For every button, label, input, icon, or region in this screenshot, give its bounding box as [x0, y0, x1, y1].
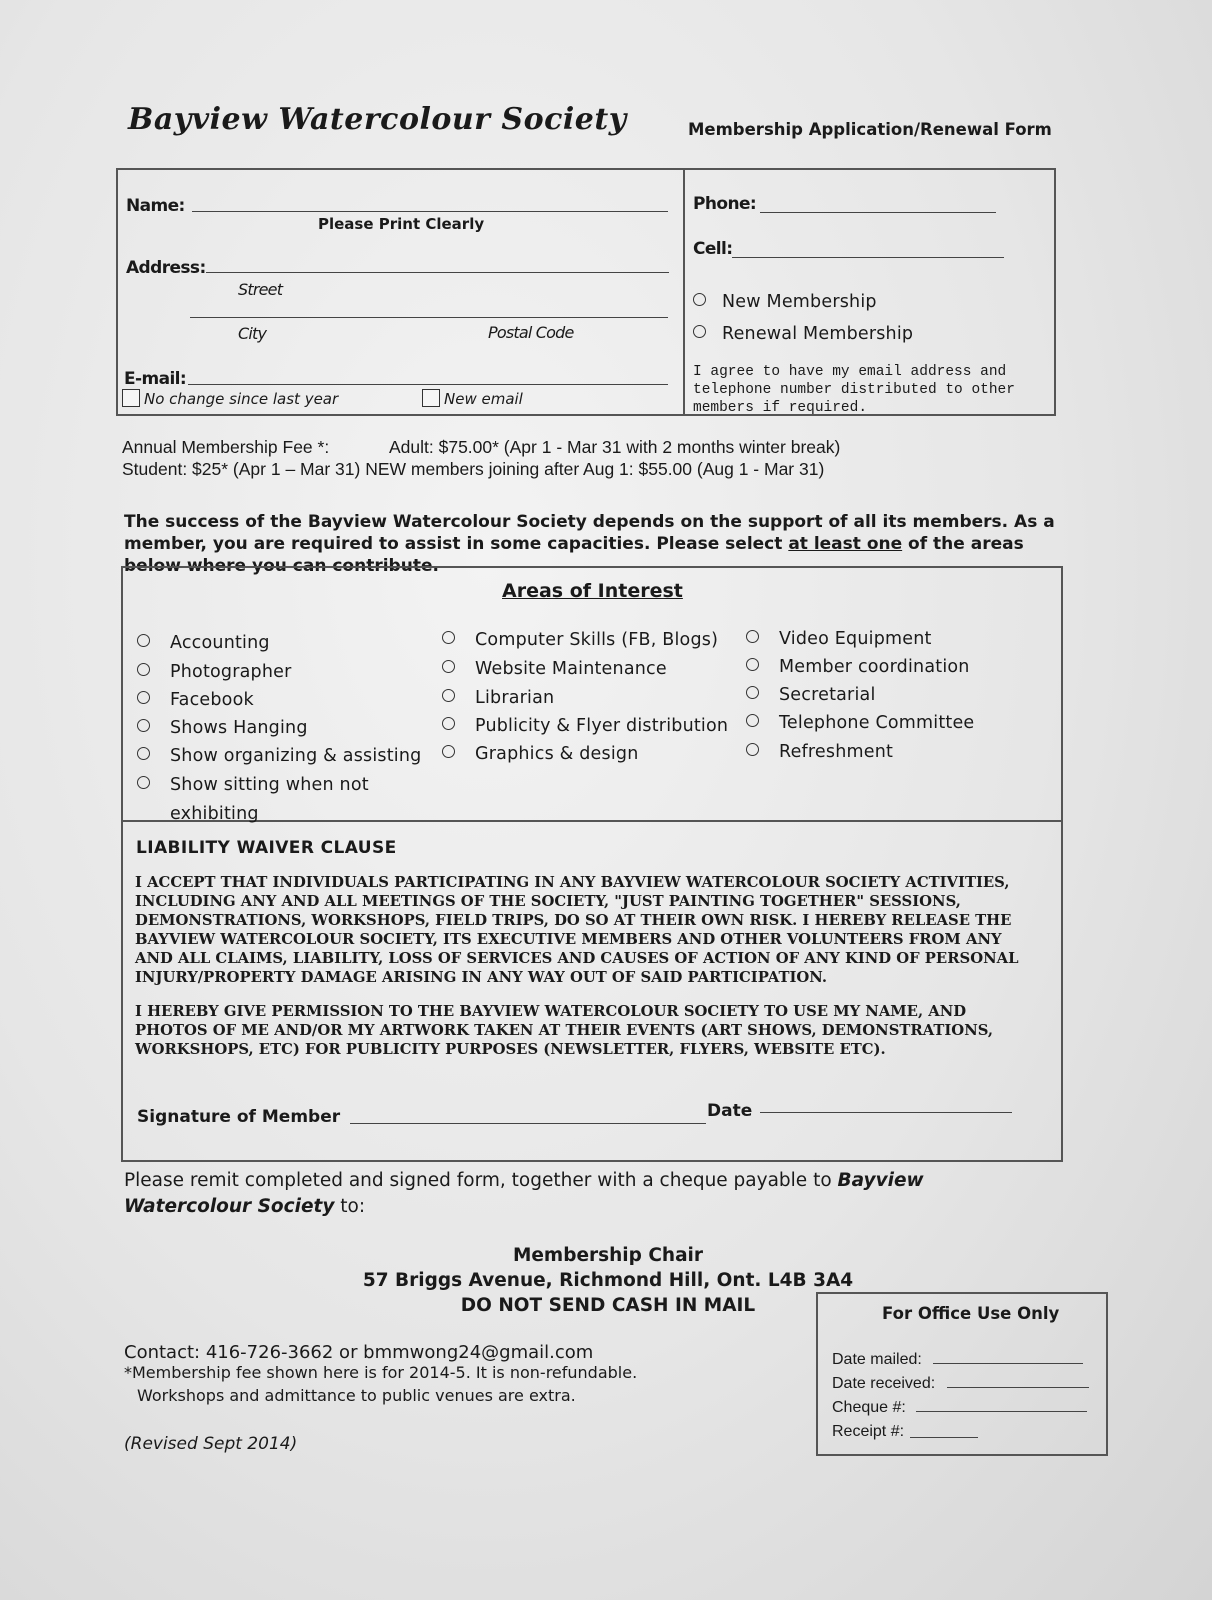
office-date-mailed: Date mailed:: [832, 1351, 922, 1368]
intro-part-1: The success of the Bayview Watercolour Society depends on the support of all its members. As a member, you are required to assist in some capacities. Please select: [124, 512, 1055, 554]
name-label: Name:: [126, 196, 185, 216]
city-label: City: [238, 324, 267, 343]
interest-facebook[interactable]: [137, 690, 254, 710]
interest-label: Show sitting when not: [170, 775, 369, 795]
interest-computer-skills[interactable]: [442, 630, 718, 650]
interest-label: Refreshment: [779, 742, 894, 762]
interest-label: Photographer: [170, 662, 292, 682]
signature-field[interactable]: [350, 1123, 706, 1124]
waiver-paragraph-1: I ACCEPT THAT INDIVIDUALS PARTICIPATING IN ANY BAYVIEW WATERCOLOUR SOCIETY ACTIVITIES, INCLUDING ANY AND ALL MEETINGS OF THE SOCIETY, "JUST PAINTING TOGETHER" SESSIONS, DEMONSTRATIONS, WORKSHOPS, FIELD TRIPS, DO SO AT THEIR OWN RISK. I HEREBY RELEASE THE BAYVIEW WATERCOLOUR SOCIETY, ITS EXECUTIVE MEMBERS AND OTHER VOLUNTEERS FROM ANY AND ALL CLAIMS, LIABILITY, LOSS OF SERVICES AND CAUSES OF ACTION OF ANY KIND OF PERSONAL INJURY/PROPERTY DAMAGE ARISING IN ANY WAY OUT OF SAID PARTICIPATION.: [135, 874, 1019, 986]
interest-radio[interactable]: [442, 689, 455, 702]
form-title: Membership Application/Renewal Form: [688, 120, 1052, 139]
interest-radio[interactable]: [746, 658, 759, 671]
no-change-label: No change since last year: [144, 390, 339, 408]
interest-label: Publicity & Flyer distribution: [475, 716, 729, 736]
interest-radio[interactable]: [746, 686, 759, 699]
interest-label: Shows Hanging: [170, 718, 308, 738]
fee-label: Annual Membership Fee *:: [122, 437, 330, 457]
new-email-checkbox[interactable]: [422, 389, 440, 407]
interest-member-coordination[interactable]: [746, 657, 970, 677]
remit-instructions: [124, 1168, 1004, 1220]
interest-label: Accounting: [170, 633, 270, 653]
areas-waiver-box: [121, 566, 1063, 1162]
interest-radio[interactable]: [746, 714, 759, 727]
fee-note-2: Workshops and admittance to public venues are extra.: [137, 1386, 576, 1405]
interest-label: Show organizing & assisting: [170, 746, 422, 766]
new-membership-option[interactable]: [693, 292, 877, 312]
student-fee: Student: $25* (Apr 1 – Mar 31) NEW members joining after Aug 1: $55.00 (Aug 1 - Mar 31): [122, 459, 825, 479]
waiver-heading: LIABILITY WAIVER CLAUSE: [136, 838, 397, 858]
agree-line-3: members if required.: [693, 400, 868, 416]
signature-label: Signature of Member: [137, 1107, 341, 1127]
address-label: Address:: [126, 258, 206, 278]
interest-radio[interactable]: [442, 660, 455, 673]
interest-label: Member coordination: [779, 657, 970, 677]
interest-radio[interactable]: [746, 743, 759, 756]
interest-label: Secretarial: [779, 685, 876, 705]
no-change-checkbox[interactable]: [122, 389, 140, 407]
email-field[interactable]: [188, 384, 668, 385]
renewal-membership-label: Renewal Membership: [722, 324, 914, 344]
interest-radio[interactable]: [137, 719, 150, 732]
interest-radio[interactable]: [137, 747, 150, 760]
waiver-paragraph-2: I HEREBY GIVE PERMISSION TO THE BAYVIEW WATERCOLOUR SOCIETY TO USE MY NAME, AND PHOTOS OF ME AND/OR MY ARTWORK TAKEN AT THEIR EVENTS (ART SHOWS, DEMONSTRATIONS, WORKSHOPS, ETC) FOR PUBLICITY PURPOSES (NEWSLETTER, FLYERS, WEBSITE ETC).: [135, 1003, 994, 1058]
office-receipt-field[interactable]: [910, 1437, 978, 1438]
interest-label: Facebook: [170, 690, 254, 710]
renewal-membership-option[interactable]: [693, 324, 913, 344]
interest-radio[interactable]: [746, 630, 759, 643]
office-cheque: Cheque #:: [832, 1399, 906, 1416]
interest-radio[interactable]: [442, 631, 455, 644]
street-label: Street: [238, 280, 283, 299]
interest-publicity[interactable]: [442, 716, 728, 736]
office-cheque-field[interactable]: [916, 1411, 1087, 1412]
interest-show-sitting[interactable]: [137, 775, 369, 795]
interest-radio[interactable]: [137, 776, 150, 789]
interest-radio[interactable]: [137, 691, 150, 704]
remit-to: to:: [334, 1196, 366, 1217]
cell-field[interactable]: [732, 257, 1004, 258]
office-date-received: Date received:: [832, 1375, 936, 1392]
phone-field[interactable]: [760, 212, 996, 213]
phone-label: Phone:: [693, 194, 757, 214]
office-date-mailed-field[interactable]: [933, 1363, 1083, 1364]
revised-date: (Revised Sept 2014): [124, 1434, 298, 1454]
street-field[interactable]: [206, 272, 669, 273]
interest-show-organizing[interactable]: [137, 746, 421, 766]
cell-label: Cell:: [693, 239, 733, 259]
interest-website[interactable]: [442, 659, 667, 679]
no-cash-warning: DO NOT SEND CASH IN MAIL: [460, 1295, 756, 1316]
email-label: E-mail:: [124, 369, 187, 389]
interest-graphics[interactable]: [442, 744, 639, 764]
interest-radio[interactable]: [442, 745, 455, 758]
interest-radio[interactable]: [137, 634, 150, 647]
interest-radio[interactable]: [137, 663, 150, 676]
date-field[interactable]: [760, 1112, 1012, 1113]
agree-line-2: telephone number distributed to other: [693, 382, 1015, 398]
remit-text: Please remit completed and signed form, together with a cheque payable to: [124, 1170, 838, 1191]
interest-video[interactable]: [746, 629, 932, 649]
office-date-received-field[interactable]: [947, 1387, 1089, 1388]
new-membership-label: New Membership: [722, 292, 877, 312]
interest-telephone[interactable]: [746, 713, 974, 733]
new-email-option[interactable]: [422, 389, 523, 408]
interest-show-sitting-wrap: exhibiting: [170, 804, 259, 824]
interest-photographer[interactable]: [137, 662, 292, 682]
interest-radio[interactable]: [442, 717, 455, 730]
intro-part-2: of the areas below where you can contribute.: [124, 534, 1024, 576]
areas-title: Areas of Interest: [502, 580, 683, 602]
interest-label: Telephone Committee: [779, 713, 975, 733]
adult-fee: Adult: $75.00* (Apr 1 - Mar 31 with 2 months winter break): [389, 437, 841, 457]
office-use-title: For Office Use Only: [882, 1304, 1060, 1323]
date-label: Date: [707, 1101, 753, 1121]
interest-label: Computer Skills (FB, Blogs): [475, 630, 719, 650]
postal-code-label: Postal Code: [488, 323, 574, 342]
office-receipt: Receipt #:: [832, 1423, 905, 1440]
interest-accounting[interactable]: [137, 633, 270, 653]
areas-waiver-divider: [123, 820, 1062, 822]
agree-line-1: I agree to have my email address and: [693, 364, 1007, 380]
new-membership-radio[interactable]: [693, 293, 706, 306]
mailing-address: 57 Briggs Avenue, Richmond Hill, Ont. L4B 3A4: [362, 1270, 854, 1291]
intro-underlined: at least one: [788, 534, 903, 554]
mailing-address-block: [350, 1243, 866, 1318]
interest-refreshment[interactable]: [746, 742, 893, 762]
contact-info: Contact: 416-726-3662 or bmmwong24@gmail.com: [124, 1342, 594, 1363]
name-field[interactable]: [192, 211, 668, 212]
print-clearly-note: Please Print Clearly: [318, 215, 485, 233]
society-title: Bayview Watercolour Society: [128, 102, 627, 137]
membership-chair: Membership Chair: [512, 1245, 704, 1266]
renewal-membership-radio[interactable]: [693, 325, 706, 338]
interest-secretarial[interactable]: [746, 685, 876, 705]
interest-shows-hanging[interactable]: [137, 718, 308, 738]
no-change-option[interactable]: [122, 389, 338, 408]
interest-label: Librarian: [475, 688, 555, 708]
interest-label: Website Maintenance: [475, 659, 667, 679]
remit-payee: Bayview Watercolour Society: [124, 1170, 924, 1217]
interest-librarian[interactable]: [442, 688, 554, 708]
interest-label: Graphics & design: [475, 744, 639, 764]
city-postal-field[interactable]: [190, 317, 668, 318]
fee-note-1: *Membership fee shown here is for 2014-5. It is non-refundable.: [124, 1363, 638, 1382]
interest-label: Video Equipment: [779, 629, 932, 649]
new-email-label: New email: [444, 390, 523, 408]
contact-box-divider: [683, 170, 685, 415]
